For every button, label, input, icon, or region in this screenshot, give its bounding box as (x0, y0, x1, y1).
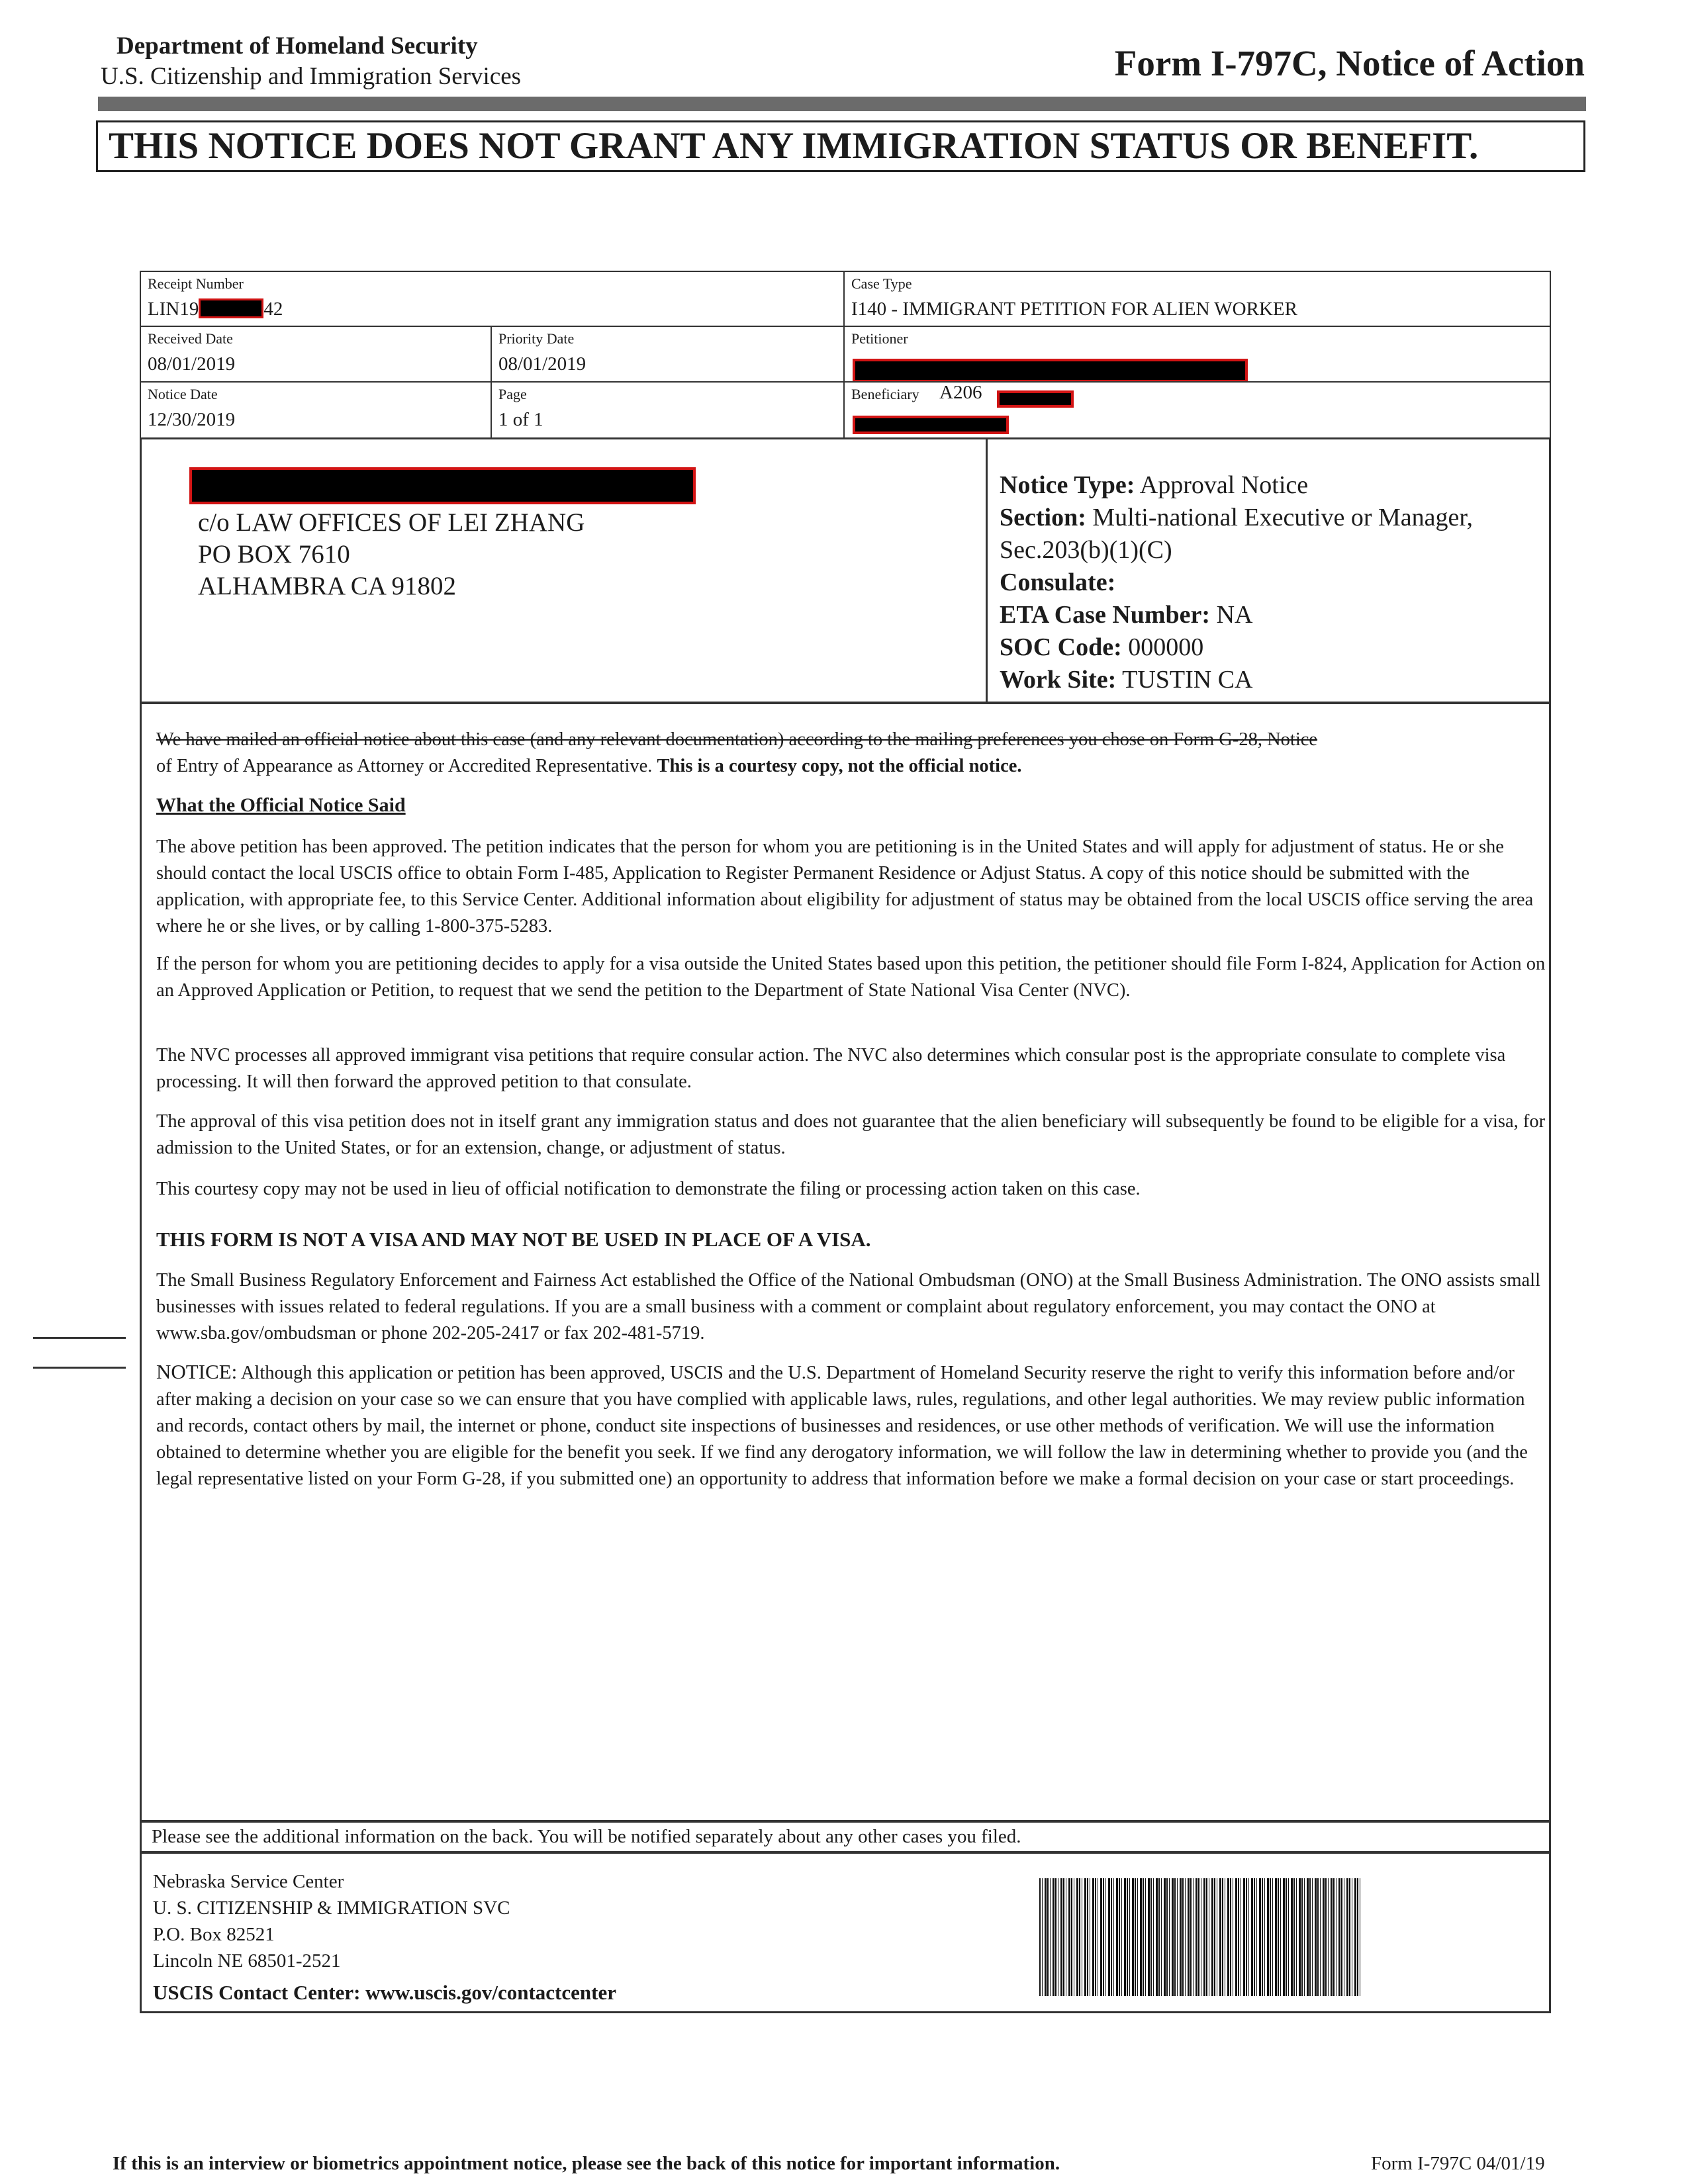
addressee-redaction (189, 467, 696, 504)
case-type-value: I140 - IMMIGRANT PETITION FOR ALIEN WORKER (851, 298, 1297, 320)
priority-date-label: Priority Date (498, 330, 575, 347)
intro-bold-text: This is a courtesy copy, not the official notice. (657, 756, 1022, 776)
service-center-line: P.O. Box 82521 (153, 1924, 275, 1945)
notice-date-label: Notice Date (148, 386, 218, 402)
paragraph-4: The approval of this visa petition does not in itself grant any immigration status and does not guarantee that the alien beneficiary will subsequently be found to be eligible for a visa, for admission to the United States, or for an extension, change, or adjustment of status. (156, 1111, 1546, 1158)
notice-details (1000, 469, 1473, 696)
intro-paragraph (156, 727, 1546, 780)
page-cell (491, 381, 845, 439)
eta-value: NA (1216, 601, 1253, 629)
margin-mark (33, 1337, 126, 1339)
beneficiary-label: Beneficiary (851, 386, 919, 402)
service-center-line: U. S. CITIZENSHIP & IMMIGRATION SVC (153, 1897, 510, 1919)
additional-info-text: Please see the additional information on the back. You will be notified separately about any other cases you filed. (152, 1826, 1021, 1847)
receipt-number-start: LIN19 (148, 298, 199, 320)
section-value: Multi-national Executive or Manager, (1092, 504, 1473, 531)
footer-note: If this is an interview or biometrics appointment notice, please see the back of this notice for important information. (113, 2153, 1060, 2174)
paragraph-7-text: Although this application or petition has been approved, USCIS and the U.S. Department of Homeland Security reserve the right to verify this information before and/or after making a decision on your case so we can ensure that you have complied with applicable laws, rules, regulations, and other legal authorities. We may review public information and records, contact others by mail, the internet or phone, conduct site inspections of businesses and residences, or use other methods of verification. We will use the information obtained to determine whether you are eligible for the benefit you seek. If we find any derogatory information, we will follow the law in determining whether to provide you (and the legal representative listed on your Form G-28, if you submitted one) an opportunity to address that information before we make a formal decision on your case or start proceedings. (156, 1363, 1528, 1489)
form-title: Form I-797C, Notice of Action (1114, 43, 1585, 83)
paragraph-6: The Small Business Regulatory Enforcement and Fairness Act established the Office of the National Ombudsman (ONO) at the Small Business Administration. The ONO assists small businesses with issues related to federal regulations. If you are a small business with a comment or complaint about regulatory enforcement, you may contact the ONO at www.sba.gov/ombudsman or phone 202-205-2417 or fax 202-481-5719. (156, 1270, 1540, 1343)
address-line: PO BOX 7610 (198, 540, 350, 569)
page-value: 1 of 1 (498, 409, 543, 430)
priority-date-cell (491, 326, 845, 383)
address-section (140, 437, 1551, 704)
paragraph-3: The NVC processes all approved immigrant visa petitions that require consular action. The NVC also determines which consular post is the appropriate consulate to complete visa processing. It will then forward the approved petition to that consulate. (156, 1045, 1506, 1092)
soc-label: SOC Code: (1000, 633, 1122, 661)
receipt-number-value (148, 298, 283, 320)
paragraph-1: The above petition has been approved. The petition indicates that the person for whom you are petitioning is in the United States and will apply for adjustment of status. He or she should contact the local USCIS office to obtain Form I-485, Application to Register Permanent Residence or Adjust Status. A copy of this notice should be submitted with the application, with appropriate fee, to this Service Center. Additional information about eligibility for adjustment of status may be obtained from the local USCIS office serving the area where he or she lives, or by calling 1-800-375-5283. (156, 837, 1534, 936)
soc-value: 000000 (1128, 633, 1204, 661)
barcode (1039, 1878, 1362, 1996)
status-banner: THIS NOTICE DOES NOT GRANT ANY IMMIGRATION STATUS OR BENEFIT. (96, 120, 1585, 172)
petitioner-label: Petitioner (851, 330, 908, 347)
receipt-number-end: 42 (263, 298, 283, 320)
worksite-value: TUSTIN CA (1122, 666, 1253, 694)
contact-center: USCIS Contact Center: www.uscis.gov/contactcenter (153, 1981, 616, 2004)
case-info-grid (140, 271, 1551, 439)
notice-label: NOTICE: (156, 1360, 238, 1383)
not-visa-heading: THIS FORM IS NOT A VISA AND MAY NOT BE USED IN PLACE OF A VISA. (156, 1228, 871, 1251)
form-version: Form I-797C 04/01/19 (1371, 2153, 1545, 2174)
beneficiary-name-redaction (853, 416, 1009, 434)
intro-text: of Entry of Appearance as Attorney or Accredited Representative. (156, 756, 653, 776)
section-label: Section: (1000, 504, 1086, 531)
section-value-cont: Sec.203(b)(1)(C) (1000, 536, 1172, 564)
priority-date-value: 08/01/2019 (498, 353, 586, 375)
notice-type-value: Approval Notice (1139, 471, 1309, 499)
header-rule (98, 97, 1586, 111)
address-line: ALHAMBRA CA 91802 (198, 572, 457, 600)
section-heading: What the Official Notice Said (156, 794, 406, 816)
page-label: Page (498, 386, 527, 402)
received-date-label: Received Date (148, 330, 233, 347)
petitioner-cell (843, 326, 1551, 383)
notice-type-label: Notice Type: (1000, 471, 1135, 499)
mailing-address (198, 507, 585, 602)
case-type-label: Case Type (851, 275, 912, 292)
address-line: c/o LAW OFFICES OF LEI ZHANG (198, 508, 585, 537)
paragraph-2: If the person for whom you are petitioning decides to apply for a visa outside the United States based upon this petition, the petitioner should file Form I-824, Application for Action on an Approved Application or Petition, to request that we send the petition to the Department of State National Visa Center (NVC). (156, 954, 1546, 1001)
received-date-value: 08/01/2019 (148, 353, 236, 375)
notice-date-cell (140, 381, 492, 439)
agency-subname: U.S. Citizenship and Immigration Services (101, 63, 522, 90)
worksite-label: Work Site: (1000, 666, 1117, 694)
agency-name: Department of Homeland Security (117, 32, 478, 60)
service-center-line: Nebraska Service Center (153, 1871, 344, 1892)
service-center-address (153, 1868, 510, 1974)
service-center-line: Lincoln NE 68501-2521 (153, 1950, 341, 1972)
paragraph-7 (156, 1359, 1546, 1492)
received-date-cell (140, 326, 492, 383)
receipt-number-label: Receipt Number (148, 275, 244, 292)
beneficiary-number-redaction (997, 390, 1074, 408)
eta-label: ETA Case Number: (1000, 601, 1211, 629)
beneficiary-a-number: A206 (939, 382, 982, 403)
consulate-label: Consulate: (1000, 569, 1116, 596)
additional-info-box (140, 1821, 1551, 1853)
petitioner-redaction (853, 359, 1248, 383)
beneficiary-cell (843, 381, 1551, 439)
margin-mark (33, 1367, 126, 1369)
paragraph-5: This courtesy copy may not be used in lieu of official notification to demonstrate the filing or processing action taken on this case. (156, 1179, 1141, 1199)
intro-struck-text: We have mailed an official notice about this case (and any relevant documentation) according to the mailing preferences you chose on Form G-28, Notice (156, 729, 1318, 750)
receipt-number-cell (140, 271, 845, 327)
address-divider (986, 439, 988, 702)
receipt-redaction (199, 298, 263, 318)
case-type-cell (843, 271, 1551, 327)
notice-date-value: 12/30/2019 (148, 409, 236, 430)
